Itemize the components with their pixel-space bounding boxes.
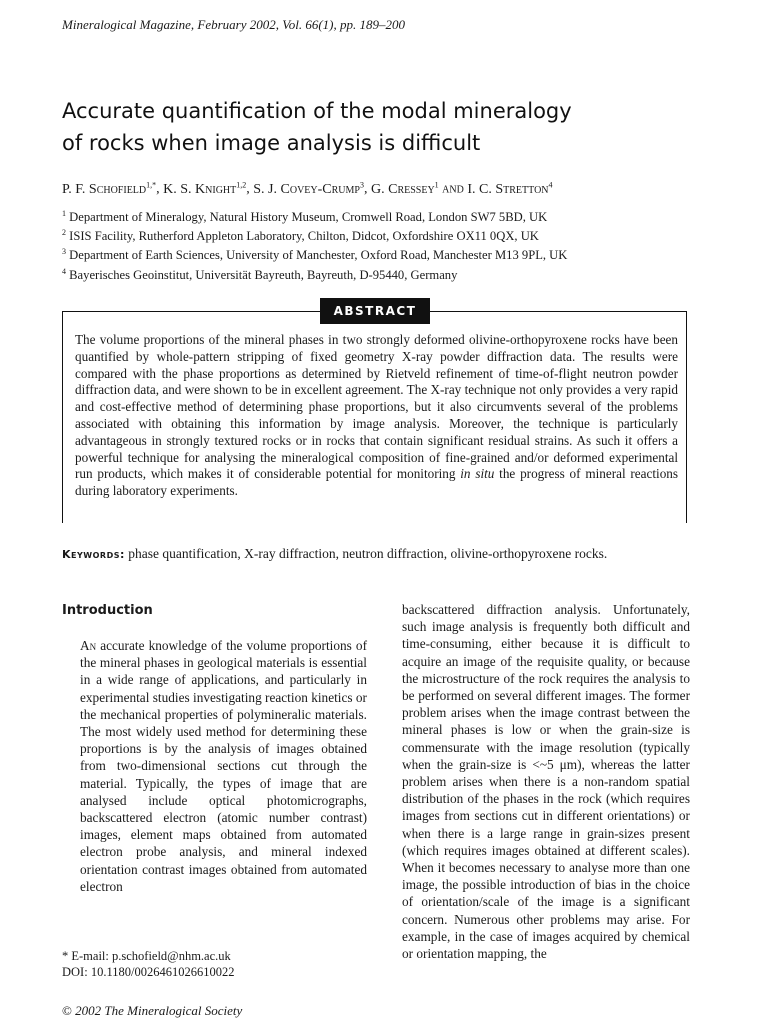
author-4: G. Cressey$^1$ bbox=[370, 180, 439, 197]
body-column-left bbox=[80, 637, 367, 895]
footnote-email: * E-mail: p.schofield@nhm.ac.uk bbox=[62, 949, 231, 963]
affiliations bbox=[62, 206, 567, 283]
article-title bbox=[62, 95, 702, 159]
affiliation: $^3$ Department of Earth Sciences, University of Manchester, Oxford Road, Manchester M13 9PL, UK bbox=[62, 247, 568, 263]
author-1: P. F. Schofield$^{1,*}$ bbox=[62, 180, 157, 197]
footnote bbox=[62, 948, 234, 980]
and-word: and bbox=[442, 181, 464, 197]
body-column-right bbox=[402, 601, 690, 962]
author-2: K. S. Knight$^{1,2}$ bbox=[163, 180, 247, 197]
keywords-text: phase quantification, X-ray diffraction, neutron diffraction, olivine-orthopyroxene rocks. bbox=[124, 546, 608, 561]
author-5: I. C. Stretton$^4$ bbox=[467, 180, 553, 197]
title-line-1: Accurate quantification of the modal mineralogy bbox=[62, 99, 572, 123]
title-line-2: of rocks when image analysis is difficult bbox=[62, 131, 481, 155]
author-3: S. J. Covey-Crump$^3$ bbox=[253, 180, 364, 197]
footnote-doi: DOI: 10.1180/0026461026610022 bbox=[62, 965, 235, 979]
affiliation: $^2$ ISIS Facility, Rutherford Appleton Laboratory, Chilton, Didcot, Oxfordshire OX11 0QX, UK bbox=[62, 228, 539, 244]
affiliation: $^4$ Bayerisches Geoinstitut, Universität Bayreuth, Bayreuth, D-95440, Germany bbox=[62, 266, 458, 282]
author-list: P. F. Schofield$^{1,*}$, K. S. Knight$^{1,2}$, S. J. Covey-Crump$^3$, G. Cressey$^1$ and I. C. Stretton$^4$ bbox=[62, 180, 553, 197]
copyright-icon: © bbox=[62, 1003, 72, 1018]
section-heading-introduction: Introduction bbox=[62, 603, 153, 618]
keywords bbox=[62, 546, 607, 562]
abstract-label: ABSTRACT bbox=[320, 298, 430, 324]
paragraph: An accurate knowledge of the volume proportions of the mineral phases in geological materials is essential in a wide range of applications, and particularly in experimental studies investigating reaction kinetics or the mechanical properties of polymineralic materials. The most widely used method for determining these proportions is by the analysis of images obtained from two-dimensional sections cut through the material. Typically, the types of image that are analysed include optical photomicrographs, backscattered electron (atomic number contrast) images, element maps obtained from automated electron probe analysis, and mineral indexed orientation contrast images obtained from automated electron bbox=[80, 638, 367, 894]
affiliation: $^1$ Department of Mineralogy, Natural History Museum, Cromwell Road, London SW7 5BD, UK bbox=[62, 209, 548, 225]
abstract-text: The volume proportions of the mineral phases in two strongly deformed olivine-orthopyroxene rocks have been quantified by whole-pattern stripping of fixed geometry X-ray powder diffraction data. The results were compared with the phase proportions as determined by Rietveld refinement of time-of-flight neutron powder diffraction data, and were shown to be in excellent agreement. The X-ray technique not only provides a very rapid and cost-effective method of determining phase proportions, but it also circumvents several of the problems associated with obtaining this information by image analysis. Moreover, the technique is particularly advantageous in strongly textured rocks or in rocks that contain significant residual strains. As such it offers a powerful technique for analysing the mineralogical composition of fine-grained and/or deformed experimental run products, which makes it of considerable potential for monitoring in situ the progress of mineral reactions during laboratory experiments. bbox=[75, 332, 679, 499]
paragraph: backscattered diffraction analysis. Unfortunately, such image analysis is frequently both difficult and time-consuming, either because it is difficult to acquire an image of the requisite quality, or because the microstructure of the rock requires the analysis to be performed on several different images. The former problem arises when the image contrast between the mineral phases is low or when the grain-size is commensurate with the image resolution (typically when the grain-size is <~5 μm), whereas the latter problem arises when there is a non-random spatial distribution of the phases in the rock (which requires images from sections cut in different orientations) or when there is a large range in grain-sizes present (which requires images obtained at different scales). When it becomes necessary to analyse more than one image, the possible introduction of bias in the choice of orientation/scale of the image is a significant concern. Numerous other problems may arise. For example, in the case of images acquired by chemical or orientation mapping, the bbox=[402, 602, 690, 962]
copyright: © 2002 The Mineralogical Society bbox=[62, 1003, 243, 1018]
keywords-label: Keywords: bbox=[62, 548, 125, 561]
journal-citation: Mineralogical Magazine, February 2002, Vol. 66(1), pp. 189–200 bbox=[62, 17, 406, 32]
